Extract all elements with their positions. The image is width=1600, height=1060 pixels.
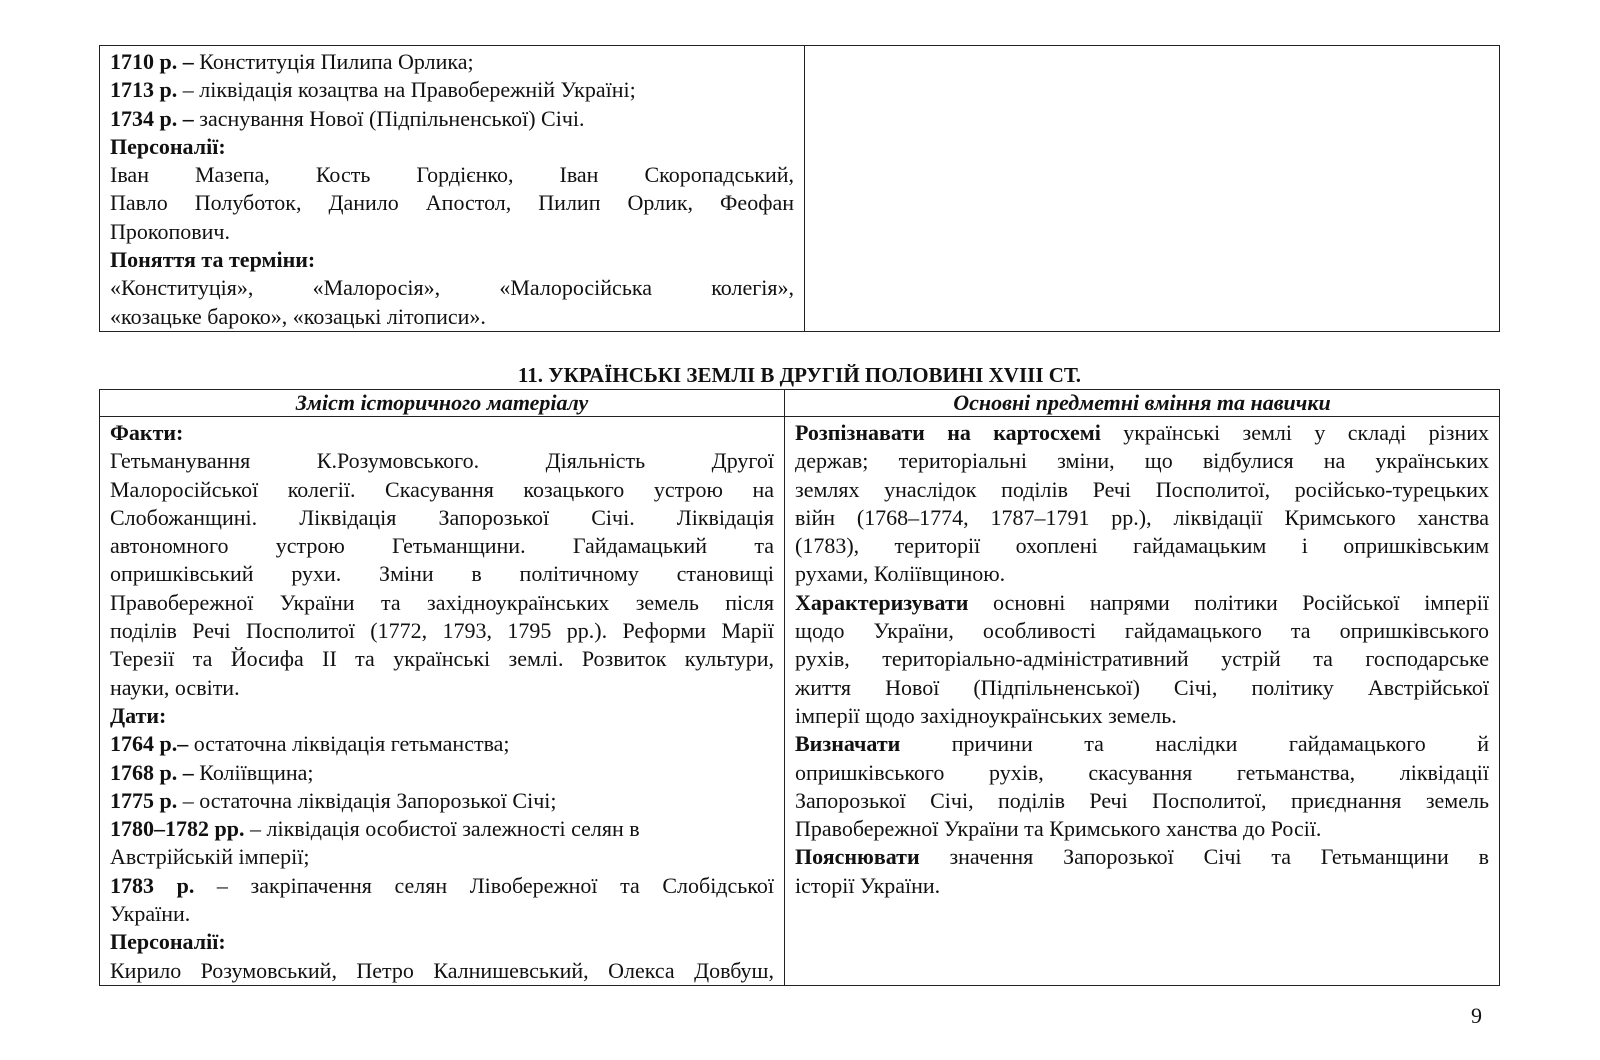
skill-line: війн (1768–1774, 1787–1791 рр.), ліквідації Кримського ханства bbox=[795, 504, 1489, 530]
date-entry-continuation: України. bbox=[110, 901, 191, 927]
facts-line: Слобожанщині. Ліквідація Запорозької Січі. Ліквідація bbox=[110, 504, 774, 530]
skill-line: щодо України, особливості гайдамацького та опришківського bbox=[795, 618, 1489, 644]
page-number: 9 bbox=[1471, 1003, 1482, 1028]
skill-line: історії України. bbox=[795, 872, 941, 898]
content-cell bbox=[100, 417, 785, 986]
facts-line: Гетьманування К.Розумовського. Діяльність Другої bbox=[110, 448, 774, 474]
column-header-content: Зміст історичного матеріалу bbox=[100, 390, 785, 417]
facts-line: поділів Речі Посполитої (1772, 1793, 1795 рр.). Реформи Марії bbox=[110, 618, 774, 644]
persons-line: Кирило Розумовський, Петро Калнишевський, Олекса Довбуш, bbox=[110, 957, 774, 983]
date-entry: 1734 р. – заснування Нової (Підпільненської) Січі. bbox=[110, 105, 585, 131]
column-header-skills: Основні предметні вміння та навички bbox=[785, 390, 1500, 417]
skill-line: Запорозької Січі, поділів Речі Посполитої, приєднання земель bbox=[795, 787, 1489, 813]
date-entry: 1768 р. – Коліївщина; bbox=[110, 759, 314, 785]
skill-paragraph: Пояснювати значення Запорозької Січі та Гетьманщини в bbox=[795, 844, 1489, 870]
skill-paragraph: Характеризувати основні напрями політики Російської імперії bbox=[795, 589, 1489, 615]
persons-line: Іван Мазепа, Кость Гордієнко, Іван Скоропадський, bbox=[110, 162, 794, 188]
skill-line: держав; територіальні зміни, що відбулися на українських bbox=[795, 448, 1489, 474]
persons-line: Павло Полуботок, Данило Апостол, Пилип Орлик, Феофан bbox=[110, 190, 794, 216]
skill-line: опришківського рухів, скасування гетьманства, ліквідації bbox=[795, 759, 1489, 785]
facts-line: Малоросійської колегії. Скасування козацького устрою на bbox=[110, 476, 774, 502]
persons-heading: Персоналії: bbox=[110, 929, 226, 955]
skill-line: рухів, територіально-адміністративний устрій та господарське bbox=[795, 646, 1489, 672]
dates-heading: Дати: bbox=[110, 702, 167, 728]
date-entry: 1713 р. – ліквідація козацтва на Правобережній Україні; bbox=[110, 77, 636, 103]
persons-heading: Персоналії: bbox=[110, 133, 226, 159]
date-entry: 1710 р. – Конституція Пилипа Орлика; bbox=[110, 49, 474, 74]
terms-line: «козацьке бароко», «козацькі літописи». bbox=[110, 303, 486, 329]
skills-cell bbox=[785, 417, 1500, 986]
date-entry-continuation: Австрійській імперії; bbox=[110, 844, 310, 870]
date-entry: 1775 р. – остаточна ліквідація Запорозької Січі; bbox=[110, 787, 557, 813]
skill-line: землях унаслідок поділів Речі Посполитої, російсько-турецьких bbox=[795, 476, 1489, 502]
facts-line: Правобережної України та західноукраїнських земель після bbox=[110, 589, 774, 615]
section-table bbox=[99, 389, 1500, 986]
section-title: 11. УКРАЇНСЬКІ ЗЕМЛІ В ДРУГІЙ ПОЛОВИНІ XVIII СТ. bbox=[517, 363, 1082, 387]
continued-table bbox=[99, 45, 1500, 332]
facts-line: опришківський рухи. Зміни в політичному становищі bbox=[110, 561, 774, 587]
skill-line: рухами, Коліївщиною. bbox=[795, 561, 1006, 587]
facts-heading: Факти: bbox=[110, 420, 184, 445]
persons-line: Прокопович. bbox=[110, 218, 230, 244]
facts-line: автономного устрою Гетьманщини. Гайдамацький та bbox=[110, 533, 774, 559]
skill-line: Правобережної України та Кримського ханства до Росії. bbox=[795, 816, 1322, 842]
skill-line: життя Нової (Підпільненської) Січі, політику Австрійської bbox=[795, 674, 1489, 700]
terms-heading: Поняття та терміни: bbox=[110, 247, 316, 273]
date-entry: 1783 р. – закріпачення селян Лівобережної та Слобідської bbox=[110, 872, 774, 898]
skill-paragraph: Визначати причини та наслідки гайдамацького й bbox=[795, 731, 1489, 757]
terms-line: «Конституція», «Малоросія», «Малоросійська колегія», bbox=[110, 275, 794, 301]
skill-line: (1783), території охоплені гайдамацьким і опришківським bbox=[795, 533, 1489, 559]
date-entry: 1780–1782 рр. – ліквідація особистої залежності селян в bbox=[110, 816, 640, 842]
date-entry: 1764 р.– остаточна ліквідація гетьманства; bbox=[110, 731, 510, 757]
facts-line: Терезії та Йосифа II та українські землі. Розвиток культури, bbox=[110, 646, 774, 672]
skills-cell bbox=[805, 46, 1500, 332]
content-cell bbox=[100, 46, 805, 332]
skill-line: імперії щодо західноукраїнських земель. bbox=[795, 702, 1177, 728]
skill-paragraph: Розпізнавати на картосхемі українські землі у складі різних bbox=[795, 420, 1489, 445]
facts-line: науки, освіти. bbox=[110, 674, 240, 700]
